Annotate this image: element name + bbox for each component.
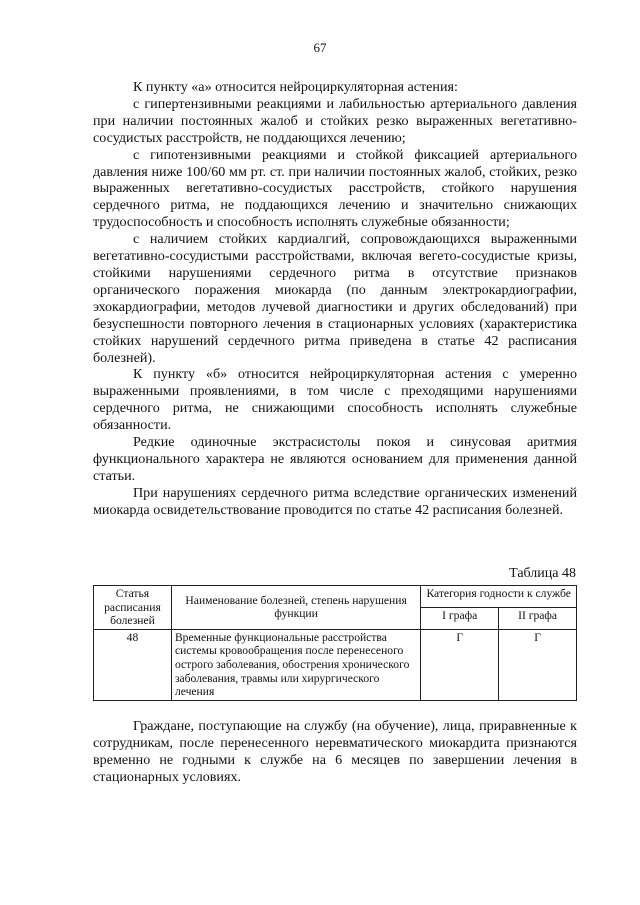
header-col2: II графа	[499, 607, 577, 629]
body-text	[93, 79, 577, 519]
header-category: Категория годности к службе	[421, 586, 577, 608]
table-caption: Таблица 48	[509, 566, 576, 581]
paragraph-hypotensive: с гипотензивными реакциями и стойкой фиксацией артериального давления ниже 100/60 мм рт. ст. при наличии постоянных жалоб, стойких, резко выраженных вегетативно-сосудистых расстройств, стойкого нарушения сердечного ритма, не поддающихся лечению и значительно снижающих трудоспособность и способность исполнять служебные обязанности;	[93, 146, 577, 231]
page-number: 67	[313, 40, 327, 55]
paragraph-organic: При нарушениях сердечного ритма вследствие органических изменений миокарда освидетельствование проводится по статье 42 расписания болезней.	[93, 484, 577, 518]
paragraph-hypertensive: с гипертензивными реакциями и лабильностью артериального давления при наличии постоянных жалоб и стойких резко выраженных вегетативно-сосудистых расстройств, не поддающихся лечению;	[93, 95, 577, 146]
fitness-table	[93, 585, 577, 701]
cell-col2: Г	[499, 629, 577, 700]
header-disease: Наименование болезней, степень нарушения функции	[171, 586, 420, 630]
paragraph-intro-b: К пункту «б» относится нейроциркуляторная астения с умеренно выраженными проявлениями, в том числе с преходящими нарушениями сердечного ритма, не снижающими способность исполнять служебные обязанности.	[93, 366, 577, 434]
paragraph-extrasystoles: Редкие одиночные экстрасистолы покоя и синусовая аритмия функционального характера не являются основанием для применения данной статьи.	[93, 434, 577, 484]
cell-disease: Временные функциональные расстройства системы кровообращения после перенесеного острого заболевания, обострения хронического заболевания, травмы или хирургического лечения	[171, 629, 420, 700]
header-article: Статья расписания болезней	[94, 586, 172, 630]
closing-text	[93, 718, 577, 786]
paragraph-myocarditis: Граждане, поступающие на службу (на обучение), лица, приравненные к сотрудникам, после перенесенного неревматического миокардита признаются временно не годными к службе на 6 месяцев по завершении лечения в стационарных условиях.	[93, 718, 577, 785]
table-header-row	[94, 586, 577, 608]
paragraph-cardialgia: с наличием стойких кардиалгий, сопровождающихся выраженными вегетативно-сосудистыми расстройствами, включая вегето-сосудистые кризы, стойкими нарушениями сердечного ритма в отсутствие признаков органического поражения миокарда (по данным электрокардиографии, эхокардиографии, методов лучевой диагностики и других обследований) при безуспешности повторного лечения в стационарных условиях (характеристика стойких нарушений сердечного ритма приведена в статье 42 расписания болезней).	[93, 231, 577, 366]
header-col1: I графа	[421, 607, 499, 629]
table-row	[94, 629, 577, 700]
cell-article: 48	[94, 629, 172, 700]
paragraph-intro-a: К пункту «а» относится нейроциркуляторная астения:	[133, 79, 458, 95]
cell-col1: Г	[421, 629, 499, 700]
